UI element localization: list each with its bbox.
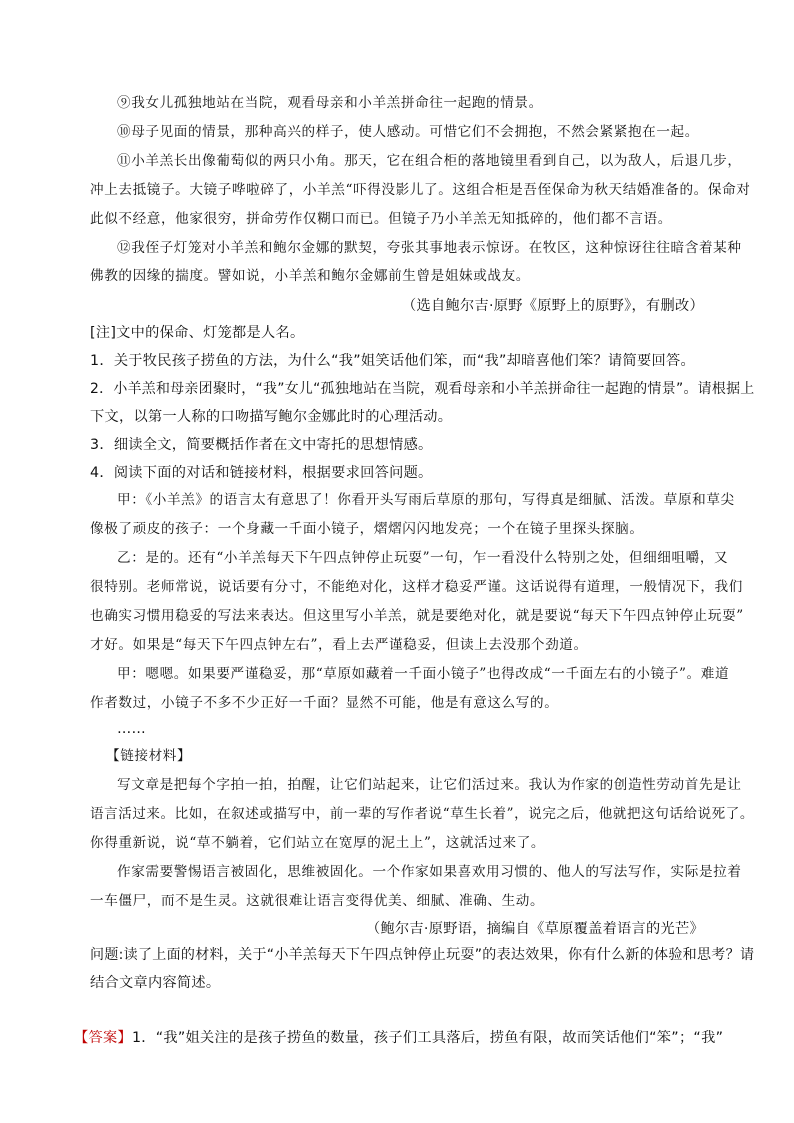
paragraph-11-line-3: 此似不经意，他家很穷，拼命劳作仅糊口而已。但镜子乃小羊羔无知抵碎的，他们都不言语。 <box>90 211 672 227</box>
paragraph-11-line-1: ⑪小羊羔长出像葡萄似的两只小角。那天，它在组合柜的落地镜里看到自己，以为敌人，后退几步， <box>117 153 742 169</box>
dialogue-jia-1-line-1: 甲：《小羊羔》的语言太有意思了！你看开头写雨后草原的那句，写得真是细腻、活泼。草原和草尖 <box>117 492 735 508</box>
paragraph-10: ⑩母子见面的情景，那种高兴的样子，使人感动。可惜它们不会拥抱，不然会紧紧抱在一起。 <box>117 124 699 140</box>
question-2-line-2: 下文，以第一人称的口吻描写鲍尔金娜此时的心理活动。 <box>90 409 453 425</box>
source-citation: （选自鲍尔吉·原野《原野上的原野》，有删改） <box>402 298 704 314</box>
question-1: 1．关于牧民孩子捞鱼的方法，为什么“我”姐笑话他们笨，而“我”却暗喜他们笨？请简要回答。 <box>90 353 695 369</box>
paragraph-12-line-2: 佛教的因缘的揣度。譬如说，小羊羔和鲍尔金娜前生曾是姐妹或战友。 <box>90 268 531 284</box>
dialogue-yi-line-2: 很特别。老师常说，说话要有分寸，不能绝对化，这样才稳妥严谨。这话说得有道理，一般情况下，我们 <box>90 579 743 595</box>
link-material-source: （鲍尔吉·原野语，摘编自《草原覆盖着语言的光芒》 <box>365 921 704 937</box>
dialogue-jia-2-line-1: 甲：嗯嗯。如果要严谨稳妥，那“草原如藏着一千面小镜子”也得改成“一千面左右的小镜子”。难道 <box>117 666 730 682</box>
dialogue-ellipsis: …… <box>117 721 146 737</box>
paragraph-12-line-1: ⑫我侄子灯笼对小羊羔和鲍尔金娜的默契，夸张其事地表示惊讶。在牧区，这种惊讶往往暗含着某种 <box>117 240 742 256</box>
dialogue-jia-1-line-2: 像极了顽皮的孩子：一个身藏一千面小镜子，熠熠闪闪地发亮；一个在镜子里探头探脑。 <box>90 521 644 537</box>
question-2-line-1: 2．小羊羔和母亲团聚时，“我”女儿“孤独地站在当院，观看母亲和小羊羔拼命往一起跑的情景”。请根据上 <box>90 381 755 397</box>
link-material-1-line-2: 语言活过来。比如，在叙述或描写中，前一辈的写作者说“草生长着”，说完之后，他就把这句话给说死了。 <box>90 806 755 822</box>
link-material-2-line-1: 作家需要警惕语言被固化，思维被固化。一个作家如果喜欢用习惯的、他人的写法写作，实际是拉着 <box>117 864 742 880</box>
answer-tag: 【答案】 <box>74 1030 132 1046</box>
answer-text: 1．“我”姐关注的是孩子捞鱼的数量，孩子们工具落后，捞鱼有限，故而笑话他们“笨”；“我” <box>131 1030 724 1046</box>
question-4: 4．阅读下面的对话和链接材料，根据要求回答问题。 <box>90 465 433 481</box>
link-material-1-line-3: 你得重新说，说“草不躺着，它们站立在宽厚的泥土上”，这就活过来了。 <box>90 835 546 851</box>
final-question-line-1: 问题:读了上面的材料，关于“小羊羔每天下午四点钟停止玩耍”的表达效果，你有什么新的体验和思考？请 <box>90 947 755 963</box>
link-material-heading: 【链接材料】 <box>106 748 192 764</box>
link-material-2-line-2: 一车僵尸，而不是生灵。这就很难让语言变得优美、细腻、准确、生动。 <box>90 893 545 909</box>
dialogue-jia-2-line-2: 作者数过，小镜子不多不少正好一千面？显然不可能，他是有意这么写的。 <box>90 695 559 711</box>
link-material-1-line-1: 写文章是把每个字拍一拍，拍醒，让它们站起来，让它们活过来。我认为作家的创造性劳动首先是让 <box>117 777 742 793</box>
dialogue-yi-line-3: 也确实习惯用稳妥的写法来表达。但这里写小羊羔，就是要绝对化，就是要说“每天下午四点钟停止玩耍” <box>90 608 744 624</box>
note: [注]文中的保命、灯笼都是人名。 <box>90 325 305 341</box>
paragraph-9: ⑨我女儿孤独地站在当院，观看母亲和小羊羔拼命往一起跑的情景。 <box>117 95 543 111</box>
question-3: 3．细读全文，简要概括作者在文中寄托的思想情感。 <box>90 437 433 453</box>
answer-line <box>74 1031 723 1045</box>
final-question-line-2: 结合文章内容简述。 <box>90 975 221 991</box>
dialogue-yi-line-1: 乙：是的。还有“小羊羔每天下午四点钟停止玩耍”一句，乍一看没什么特别之处，但细细咀嚼，又 <box>117 550 729 566</box>
dialogue-yi-line-4: 才好。如果是“每天下午四点钟左右”，看上去严谨稳妥，但读上去没那个劲道。 <box>90 637 588 653</box>
paragraph-11-line-2: 冲上去抵镜子。大镜子哗啦碎了，小羊羔“吓得没影儿了。这组合柜是吾侄保命为秋天结婚准备的。保命对 <box>90 182 751 198</box>
